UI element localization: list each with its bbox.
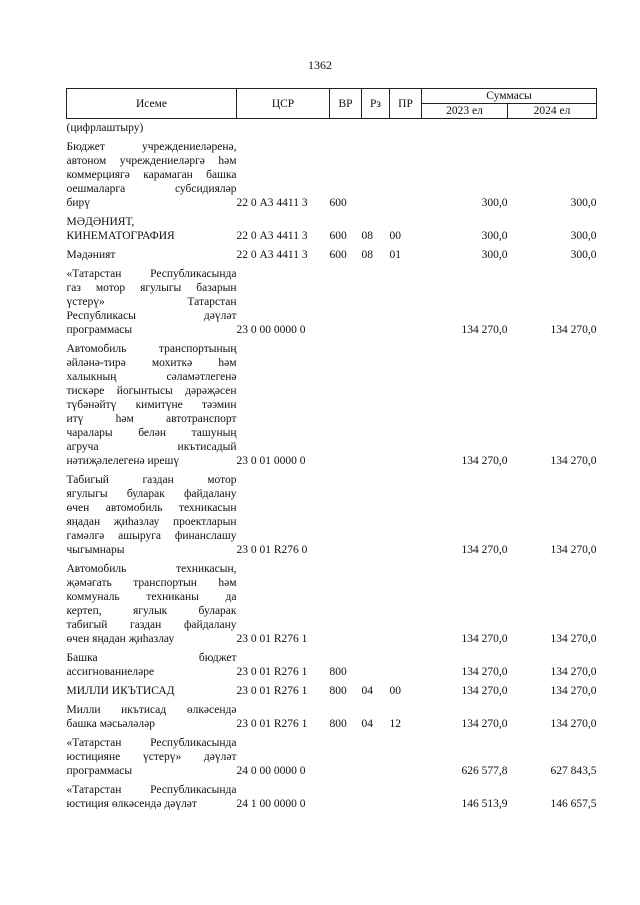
row-name [67,682,237,701]
row-rz: 08 [361,230,373,242]
row-rz: 04 [361,718,373,730]
row-name-line: түбәнәйтү кимитүне тәэмин [66,399,237,411]
row-sum-2024: 134 270,0 [550,544,597,556]
row-name-line: автоном учреждениеләргә һәм [66,155,237,167]
row-name-line: Автомобиль техникасын, [66,563,237,575]
row-name [67,265,237,340]
row-name-line: Бюджет учреждениеләренә, [66,141,237,153]
budget-table [66,88,597,814]
row-vr [330,781,362,814]
row-name-line: ягулыгы буларак файдалану [66,488,237,500]
row-name-line: Табигый газдан мотор [66,474,237,486]
row-vr [330,734,362,781]
table-row [67,340,597,471]
page-number: 1362 [308,58,332,72]
row-name-line: Милли икътисад өлкәсендә [66,704,237,716]
table-row [67,649,597,682]
row-name-line: өчен яңадан җиһазлау [66,633,175,645]
row-sum-2023: 134 270,0 [461,544,508,556]
row-csr: 22 0 А3 4411 3 [236,249,308,261]
row-csr: 23 0 01 R276 1 [236,666,308,678]
row-name [67,340,237,471]
row-csr: 23 0 01 0000 0 [236,455,306,467]
row-name-line: программасы [66,765,133,777]
row-vr [330,265,362,340]
table-row [67,138,597,213]
row-name-line: ассигнованиеләре [66,666,155,678]
row-vr: 800 [329,718,347,730]
row-rz [362,734,390,781]
row-name [67,119,237,139]
row-sum-2024: 134 270,0 [550,718,597,730]
row-sum-2023: 300,0 [481,230,508,242]
header-name: Исеме [67,89,237,119]
row-sum-2023: 134 270,0 [461,685,508,697]
row-pr [390,471,422,560]
row-name-line: КИНЕМАТОГРАФИЯ [66,230,175,242]
row-pr [390,734,422,781]
row-sum-2023: 134 270,0 [461,633,508,645]
row-name-line: Автомобиль транспортының [66,343,237,355]
row-sum-2024: 134 270,0 [550,455,597,467]
row-name-line: башка мәсьәләләр [66,718,155,730]
row-vr: 800 [329,685,347,697]
row-sum-2024: 300,0 [570,197,597,209]
row-pr [390,265,422,340]
header-year-2024: 2024 ел [508,104,597,119]
table-row [67,246,597,265]
row-name-line: нәтиҗәлелегенә ирешү [66,455,180,467]
row-sum-2024: 300,0 [570,230,597,242]
row-rz [362,138,390,213]
header-rz: Рз [362,89,390,119]
table-row [67,119,597,139]
row-name-line: МИЛЛИ ИКЪТИСАД [66,685,175,697]
row-vr: 600 [329,249,347,261]
row-name-line: коммерциягә карамаган башка [66,169,237,181]
row-name [67,246,237,265]
row-rz [362,781,390,814]
row-name-line: гамәлгә ашыруга финанслашу [66,530,237,542]
header-sums: Суммасы [422,89,597,104]
row-rz [362,265,390,340]
row-name-line: коммуналь техниканы да [66,591,237,603]
row-name [67,471,237,560]
row-sum-2023: 134 270,0 [461,666,508,678]
table-row [67,682,597,701]
row-name-line: табигый газдан файдалану [66,619,237,631]
row-vr: 600 [329,230,347,242]
row-name-line: (цифрлаштыру) [66,122,144,134]
row-name [67,649,237,682]
row-name-line: «Татарстан Республикасында [66,737,237,749]
row-name-line: бирү [66,197,91,209]
table-header [67,89,597,119]
row-pr: 12 [389,718,401,730]
row-csr: 24 1 00 0000 0 [236,798,306,810]
row-name-line: кертеп, ягулык буларак [66,605,237,617]
row-name-line: чаралары белән ташуның [66,427,237,439]
row-name-line: чыгымнары [66,544,125,556]
row-sum-2024: 134 270,0 [550,685,597,697]
row-csr: 23 0 01 R276 1 [236,685,308,697]
table-row [67,471,597,560]
row-name-line: юстиция өлкәсендә дәүләт [66,798,197,810]
row-name [67,781,237,814]
row-vr: 800 [329,666,347,678]
row-name-line: Республикасы дәүләт [66,310,237,322]
row-rz [362,560,390,649]
row-sum-2023: 626 577,8 [461,765,508,777]
row-pr [390,340,422,471]
row-name-line: итү һәм автотранспорт [66,413,237,425]
row-name-line: «Татарстан Республикасында [66,784,237,796]
row-sum-2023: 134 270,0 [461,324,508,336]
table-body [67,119,597,815]
row-pr [390,649,422,682]
row-name [67,560,237,649]
row-sum-2024: 627 843,5 [550,765,597,777]
row-rz [362,340,390,471]
row-csr: 24 0 00 0000 0 [236,765,306,777]
row-name-line: «Татарстан Республикасында [66,268,237,280]
row-sum-2023: 134 270,0 [461,718,508,730]
row-vr: 600 [329,197,347,209]
row-sum-2024 [508,119,597,139]
row-rz [362,119,390,139]
row-name-line: Башка бюджет [66,652,237,664]
row-sum-2023 [422,119,508,139]
row-pr: 00 [389,685,401,697]
row-sum-2024: 134 270,0 [550,633,597,645]
row-vr [330,119,362,139]
row-sum-2023: 300,0 [481,197,508,209]
row-vr [330,560,362,649]
row-name-line: яңадан җиһазлау проектларын [66,516,237,528]
row-sum-2023: 134 270,0 [461,455,508,467]
table-row [67,781,597,814]
row-name [67,734,237,781]
row-name [67,138,237,213]
row-csr: 23 0 01 R276 1 [236,718,308,730]
row-rz: 04 [361,685,373,697]
row-csr: 22 0 А3 4411 3 [236,197,308,209]
row-csr: 23 0 00 0000 0 [236,324,306,336]
row-sum-2023: 146 513,9 [461,798,508,810]
row-pr: 01 [389,249,401,261]
header-csr: ЦСР [237,89,330,119]
row-name [67,213,237,246]
row-name-line: агруча икътисадый [66,441,237,453]
row-pr [390,560,422,649]
row-name-line: газ мотор ягулыгы базарын [66,282,237,294]
row-name [67,701,237,734]
row-sum-2024: 134 270,0 [550,666,597,678]
row-vr [330,340,362,471]
row-rz: 08 [361,249,373,261]
row-sum-2023: 300,0 [481,249,508,261]
row-name-line: Мәдәният [66,249,116,261]
table-row [67,560,597,649]
row-sum-2024: 146 657,5 [550,798,597,810]
header-vr: ВР [330,89,362,119]
row-name-line: үстерү» Татарстан [66,296,237,308]
row-pr: 00 [389,230,401,242]
row-pr [390,781,422,814]
row-name-line: оешмаларга субсидияләр [66,183,237,195]
row-pr [390,138,422,213]
table-row [67,701,597,734]
header-year-2023: 2023 ел [422,104,508,119]
table-row [67,265,597,340]
row-name-line: әйләнә-тирә мохиткә һәм [66,357,237,369]
row-name-line: җәмәгать транспортын һәм [66,577,237,589]
row-csr: 23 0 01 R276 1 [236,633,308,645]
header-pr: ПР [390,89,422,119]
row-rz [362,471,390,560]
row-rz [362,649,390,682]
row-sum-2024: 300,0 [570,249,597,261]
table-row [67,213,597,246]
table-row [67,734,597,781]
row-name-line: юстицияне үстерү» дәүләт [66,751,237,763]
row-name-line: программасы [66,324,133,336]
row-vr [330,471,362,560]
row-name-line: халыкның сәламәтлегенә [66,371,237,383]
row-csr [237,119,330,139]
row-name-line: тискәре йогынтысы дәрәҗәсен [66,385,237,397]
row-csr: 22 0 А3 4411 3 [236,230,308,242]
row-sum-2024: 134 270,0 [550,324,597,336]
row-csr: 23 0 01 R276 0 [236,544,308,556]
row-name-line: өчен автомобиль техникасын [66,502,237,514]
row-pr [390,119,422,139]
row-name-line: МӘДӘНИЯТ, [66,216,135,228]
